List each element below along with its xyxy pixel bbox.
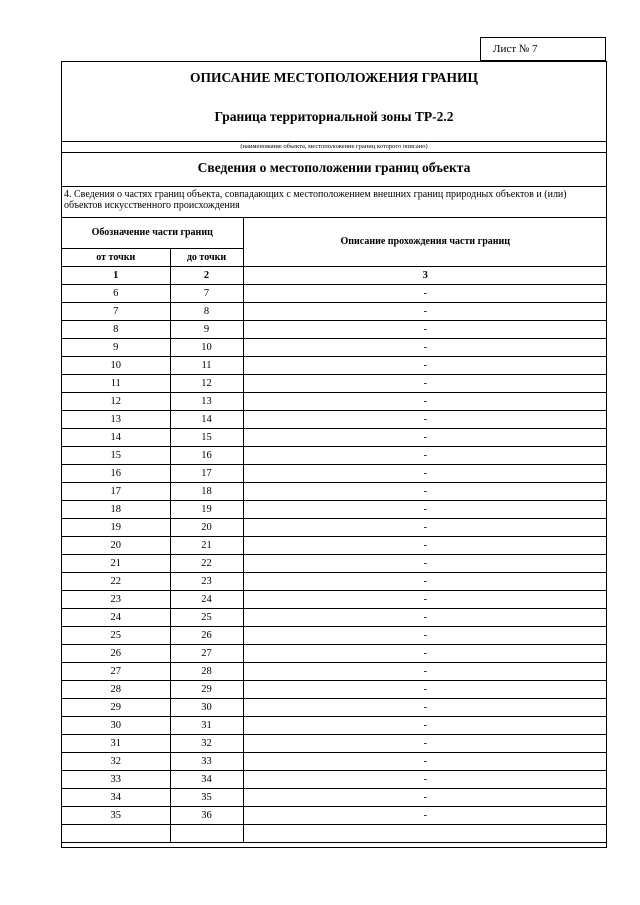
from-point-cell: 21 xyxy=(62,555,170,573)
from-point-cell: 15 xyxy=(62,447,170,465)
boundary-table xyxy=(62,217,607,843)
sheet-number-label: Лист № 7 xyxy=(493,43,538,55)
from-point-cell: 19 xyxy=(62,519,170,537)
to-point-cell: 8 xyxy=(170,303,243,321)
table-row xyxy=(62,807,607,825)
to-point-cell: 24 xyxy=(170,591,243,609)
description-cell: - xyxy=(243,735,607,753)
table-row xyxy=(62,429,607,447)
to-point-cell: 12 xyxy=(170,375,243,393)
description-cell: - xyxy=(243,537,607,555)
table-row xyxy=(62,735,607,753)
to-point-cell: 16 xyxy=(170,447,243,465)
table-row xyxy=(62,285,607,303)
from-point-cell: 13 xyxy=(62,411,170,429)
description-cell: - xyxy=(243,645,607,663)
from-point-cell: 18 xyxy=(62,501,170,519)
table-row xyxy=(62,483,607,501)
description-cell: - xyxy=(243,357,607,375)
to-point-cell: 9 xyxy=(170,321,243,339)
table-row xyxy=(62,789,607,807)
table-row xyxy=(62,645,607,663)
from-point-cell: 8 xyxy=(62,321,170,339)
table-row xyxy=(62,717,607,735)
table-row xyxy=(62,537,607,555)
document-title: ОПИСАНИЕ МЕСТОПОЛОЖЕНИЯ ГРАНИЦ xyxy=(190,70,478,85)
index-cell: 3 xyxy=(243,267,607,285)
from-point-cell: 17 xyxy=(62,483,170,501)
table-row xyxy=(62,375,607,393)
table-row xyxy=(62,753,607,771)
description-cell: - xyxy=(243,753,607,771)
description-cell: - xyxy=(243,591,607,609)
table-row xyxy=(62,411,607,429)
table-row xyxy=(62,519,607,537)
to-point-cell: 13 xyxy=(170,393,243,411)
from-point-cell: 34 xyxy=(62,789,170,807)
to-point-cell: 20 xyxy=(170,519,243,537)
description-cell: - xyxy=(243,663,607,681)
table-row xyxy=(62,591,607,609)
from-point-cell: 7 xyxy=(62,303,170,321)
to-point-cell: 7 xyxy=(170,285,243,303)
to-point-cell: 21 xyxy=(170,537,243,555)
from-point-cell: 12 xyxy=(62,393,170,411)
table-row xyxy=(62,609,607,627)
to-point-cell: 17 xyxy=(170,465,243,483)
section-title: Сведения о местоположении границ объекта xyxy=(197,160,471,175)
document-subtitle: Граница территориальной зоны ТР-2.2 xyxy=(214,109,454,124)
to-point-cell: 19 xyxy=(170,501,243,519)
empty-cell xyxy=(243,825,607,843)
object-caption: (наименование объекта, местоположение границ которого описано) xyxy=(240,143,428,150)
to-point-cell: 31 xyxy=(170,717,243,735)
to-point-cell: 26 xyxy=(170,627,243,645)
from-point-cell: 32 xyxy=(62,753,170,771)
to-point-cell: 35 xyxy=(170,789,243,807)
from-point-cell: 35 xyxy=(62,807,170,825)
from-point-cell: 25 xyxy=(62,627,170,645)
to-point-header: до точки xyxy=(170,249,243,267)
table-row xyxy=(62,555,607,573)
table-row xyxy=(62,447,607,465)
caption-rule xyxy=(62,141,606,142)
description-cell: - xyxy=(243,573,607,591)
description-cell: - xyxy=(243,321,607,339)
from-point-cell: 31 xyxy=(62,735,170,753)
from-point-cell: 9 xyxy=(62,339,170,357)
description-cell: - xyxy=(243,699,607,717)
table-row xyxy=(62,465,607,483)
description-cell: - xyxy=(243,609,607,627)
to-point-cell: 33 xyxy=(170,753,243,771)
description-cell: - xyxy=(243,771,607,789)
from-point-cell: 29 xyxy=(62,699,170,717)
empty-cell xyxy=(170,825,243,843)
group-header: Обозначение части границ xyxy=(62,217,243,249)
note-rule xyxy=(62,186,606,187)
from-point-cell: 11 xyxy=(62,375,170,393)
section-rule xyxy=(62,152,606,153)
description-cell: - xyxy=(243,483,607,501)
to-point-cell: 18 xyxy=(170,483,243,501)
from-point-cell: 28 xyxy=(62,681,170,699)
to-point-cell: 23 xyxy=(170,573,243,591)
section-note: 4. Сведения о частях границ объекта, совпадающих с местоположением внешних границ природных объектов и (или) объектов искусственного происхождения xyxy=(64,189,567,211)
description-cell: - xyxy=(243,717,607,735)
to-point-cell: 27 xyxy=(170,645,243,663)
from-point-cell: 23 xyxy=(62,591,170,609)
sheet-number xyxy=(480,37,606,61)
index-cell: 2 xyxy=(170,267,243,285)
description-cell: - xyxy=(243,627,607,645)
table-row xyxy=(62,699,607,717)
description-cell: - xyxy=(243,429,607,447)
description-cell: - xyxy=(243,375,607,393)
to-point-cell: 25 xyxy=(170,609,243,627)
to-point-cell: 34 xyxy=(170,771,243,789)
from-point-cell: 22 xyxy=(62,573,170,591)
from-point-cell: 10 xyxy=(62,357,170,375)
table-row xyxy=(62,501,607,519)
to-point-cell: 22 xyxy=(170,555,243,573)
from-point-cell: 33 xyxy=(62,771,170,789)
table-row xyxy=(62,339,607,357)
table-row xyxy=(62,681,607,699)
empty-cell xyxy=(62,825,170,843)
description-cell: - xyxy=(243,789,607,807)
description-cell: - xyxy=(243,393,607,411)
to-point-cell: 30 xyxy=(170,699,243,717)
from-point-cell: 20 xyxy=(62,537,170,555)
from-point-cell: 6 xyxy=(62,285,170,303)
table-row xyxy=(62,771,607,789)
to-point-cell: 11 xyxy=(170,357,243,375)
description-cell: - xyxy=(243,447,607,465)
table-row xyxy=(62,573,607,591)
from-point-cell: 26 xyxy=(62,645,170,663)
from-point-header: от точки xyxy=(62,249,170,267)
table-row xyxy=(62,663,607,681)
table-row xyxy=(62,393,607,411)
to-point-cell: 10 xyxy=(170,339,243,357)
to-point-cell: 29 xyxy=(170,681,243,699)
to-point-cell: 15 xyxy=(170,429,243,447)
to-point-cell: 36 xyxy=(170,807,243,825)
from-point-cell: 16 xyxy=(62,465,170,483)
description-cell: - xyxy=(243,681,607,699)
document-frame xyxy=(61,61,607,848)
from-point-cell: 30 xyxy=(62,717,170,735)
desc-header: Описание прохождения части границ xyxy=(243,217,607,267)
description-cell: - xyxy=(243,411,607,429)
to-point-cell: 28 xyxy=(170,663,243,681)
empty-row xyxy=(62,825,607,843)
index-cell: 1 xyxy=(62,267,170,285)
description-cell: - xyxy=(243,303,607,321)
from-point-cell: 14 xyxy=(62,429,170,447)
table-row xyxy=(62,303,607,321)
from-point-cell: 27 xyxy=(62,663,170,681)
description-cell: - xyxy=(243,519,607,537)
to-point-cell: 14 xyxy=(170,411,243,429)
table-row xyxy=(62,357,607,375)
index-row xyxy=(62,267,607,285)
description-cell: - xyxy=(243,339,607,357)
from-point-cell: 24 xyxy=(62,609,170,627)
description-cell: - xyxy=(243,501,607,519)
to-point-cell: 32 xyxy=(170,735,243,753)
table-row xyxy=(62,627,607,645)
description-cell: - xyxy=(243,807,607,825)
description-cell: - xyxy=(243,285,607,303)
description-cell: - xyxy=(243,555,607,573)
table-row xyxy=(62,321,607,339)
description-cell: - xyxy=(243,465,607,483)
